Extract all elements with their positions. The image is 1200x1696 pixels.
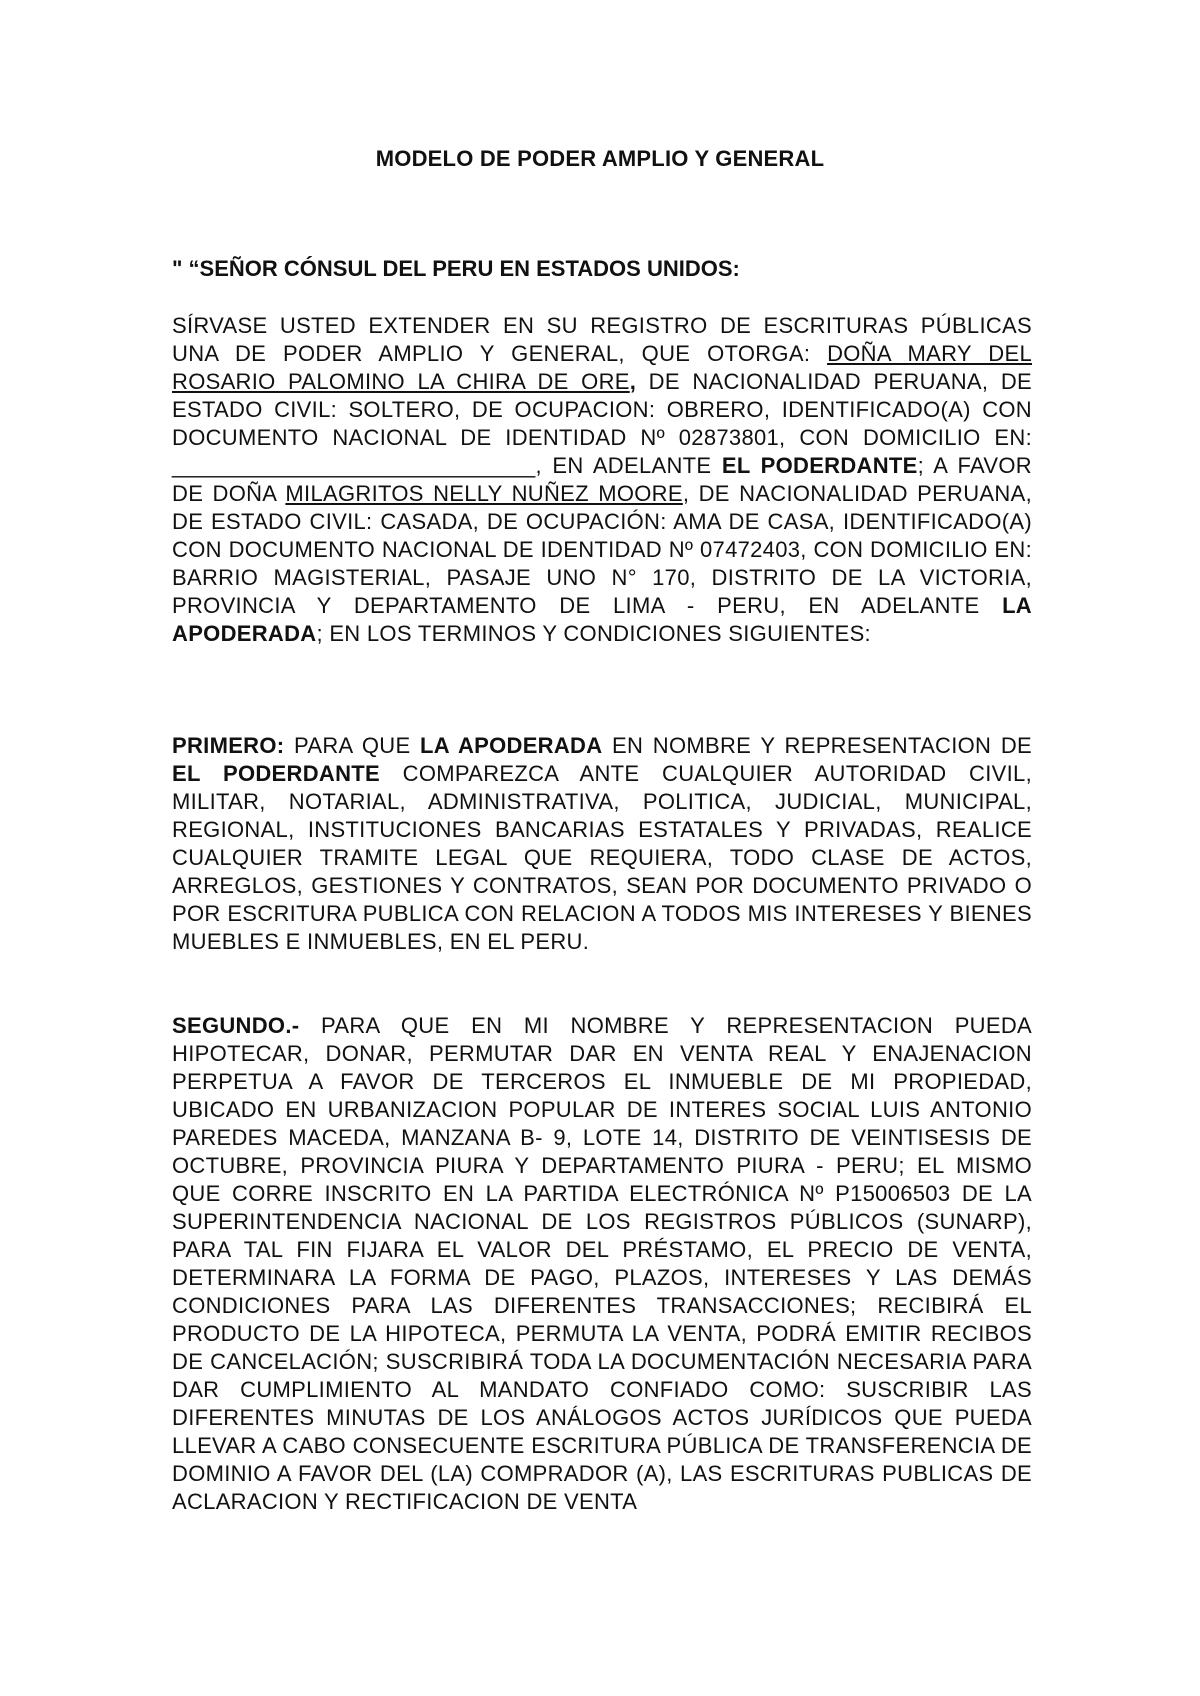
clause-text: EN NOMBRE Y REPRESENTACION DE — [602, 733, 1033, 758]
grantor-name: DOÑA MARY DEL ROSARIO PALOMINO LA CHIRA DE ORE — [172, 341, 1032, 394]
address-blank-line: _____________________________ — [172, 453, 536, 478]
intro-text: DE NACIONALIDAD PERUANA, DE ESTADO CIVIL: SOLTERO, DE OCUPACION: OBRERO, IDENTIFICADO(A) CON DOCUMENTO NACIONAL DE IDENTIDAD Nº 02873801, CON DOMICILIO EN: — [172, 369, 1032, 450]
salutation-text: SEÑOR CÓNSUL DEL PERU EN ESTADOS UNIDOS: — [199, 256, 740, 281]
clause-text: PARA QUE — [284, 733, 421, 758]
clause-heading: SEGUNDO.- — [172, 1013, 300, 1038]
clause-heading: PRIMERO: — [172, 733, 285, 758]
document-title: MODELO DE PODER AMPLIO Y GENERAL — [375, 146, 825, 171]
intro-text: SÍRVASE USTED EXTENDER EN SU REGISTRO DE ESCRITURAS PÚBLICAS UNA DE PODER AMPLIO Y GENERAL, QUE OTORGA: — [172, 313, 1032, 366]
clause-segundo — [172, 1012, 1032, 1516]
grantor-role: EL PODERDANTE — [721, 453, 918, 478]
attorney-name: MILAGRITOS NELLY NUÑEZ MOORE — [285, 481, 683, 506]
intro-paragraph — [172, 312, 1032, 648]
attorney-role: LA APODERADA — [172, 593, 1032, 646]
salutation — [172, 256, 1032, 282]
intro-text: ; A FAVOR DE DOÑA — [172, 453, 1032, 506]
intro-text: ; EN LOS TERMINOS Y CONDICIONES SIGUIENTES: — [316, 621, 871, 646]
clause-primero — [172, 732, 1032, 956]
salutation-quote-marks: " “ — [172, 256, 200, 281]
grantor-role: EL PODERDANTE — [172, 761, 380, 786]
intro-text: , DE NACIONALIDAD PERUANA, DE ESTADO CIVIL: CASADA, DE OCUPACIÓN: AMA DE CASA, IDENTIFICADO(A) CON DOCUMENTO NACIONAL DE IDENTIDAD Nº 07472403, CON DOMICILIO EN: BARRIO MAGISTERIAL, PASAJE UNO N° 170, DISTRITO DE LA VICTORIA, PROVINCIA Y DEPARTAMENTO DE LIMA - PERU, EN ADELANTE — [172, 481, 1032, 618]
attorney-role: LA APODERADA — [420, 733, 603, 758]
intro-text: , EN ADELANTE — [535, 453, 722, 478]
grantor-name-comma: , — [629, 369, 637, 394]
clause-text: PARA QUE EN MI NOMBRE Y REPRESENTACION PUEDA HIPOTECAR, DONAR, PERMUTAR DAR EN VENTA REAL Y ENAJENACION PERPETUA A FAVOR DE TERCEROS EL INMUEBLE DE MI PROPIEDAD, UBICADO EN URBANIZACION POPULAR DE INTERES SOCIAL LUIS ANTONIO PAREDES MACEDA, MANZANA B- 9, LOTE 14, DISTRITO DE VEINTISESIS DE OCTUBRE, PROVINCIA PIURA Y DEPARTAMENTO PIURA - PERU; EL MISMO QUE CORRE INSCRITO EN LA PARTIDA ELECTRÓNICA Nº P15006503 DE LA SUPERINTENDENCIA NACIONAL DE LOS REGISTROS PÚBLICOS (SUNARP), PARA TAL FIN FIJARA EL VALOR DEL PRÉSTAMO, EL PRECIO DE VENTA, DETERMINARA LA FORMA DE PAGO, PLAZOS, INTERESES Y LAS DEMÁS CONDICIONES PARA LAS DIFERENTES TRANSACCIONES; RECIBIRÁ EL PRODUCTO DE LA HIPOTECA, PERMUTA LA VENTA, PODRÁ EMITIR RECIBOS DE CANCELACIÓN; SUSCRIBIRÁ TODA LA DOCUMENTACIÓN NECESARIA PARA DAR CUMPLIMIENTO AL MANDATO CONFIADO COMO: SUSCRIBIR LAS DIFERENTES MINUTAS DE LOS ANÁLOGOS ACTOS JURÍDICOS QUE PUEDA LLEVAR A CABO CONSECUENTE ESCRITURA PÚBLICA DE TRANSFERENCIA DE DOMINIO A FAVOR DEL (LA) COMPRADOR (A), LAS ESCRITURAS PUBLICAS DE ACLARACION Y RECTIFICACION DE VENTA — [172, 1013, 1032, 1514]
clause-text: COMPAREZCA ANTE CUALQUIER AUTORIDAD CIVIL, MILITAR, NOTARIAL, ADMINISTRATIVA, POLITICA, JUDICIAL, MUNICIPAL, REGIONAL, INSTITUCIONES BANCARIAS ESTATALES Y PRIVADAS, REALICE CUALQUIER TRAMITE LEGAL QUE REQUIERA, TODO CLASE DE ACTOS, ARREGLOS, GESTIONES Y CONTRATOS, SEAN POR DOCUMENTO PRIVADO O POR ESCRITURA PUBLICA CON RELACION A TODOS MIS INTERESES Y BIENES MUEBLES E INMUEBLES, EN EL PERU. — [172, 761, 1032, 954]
